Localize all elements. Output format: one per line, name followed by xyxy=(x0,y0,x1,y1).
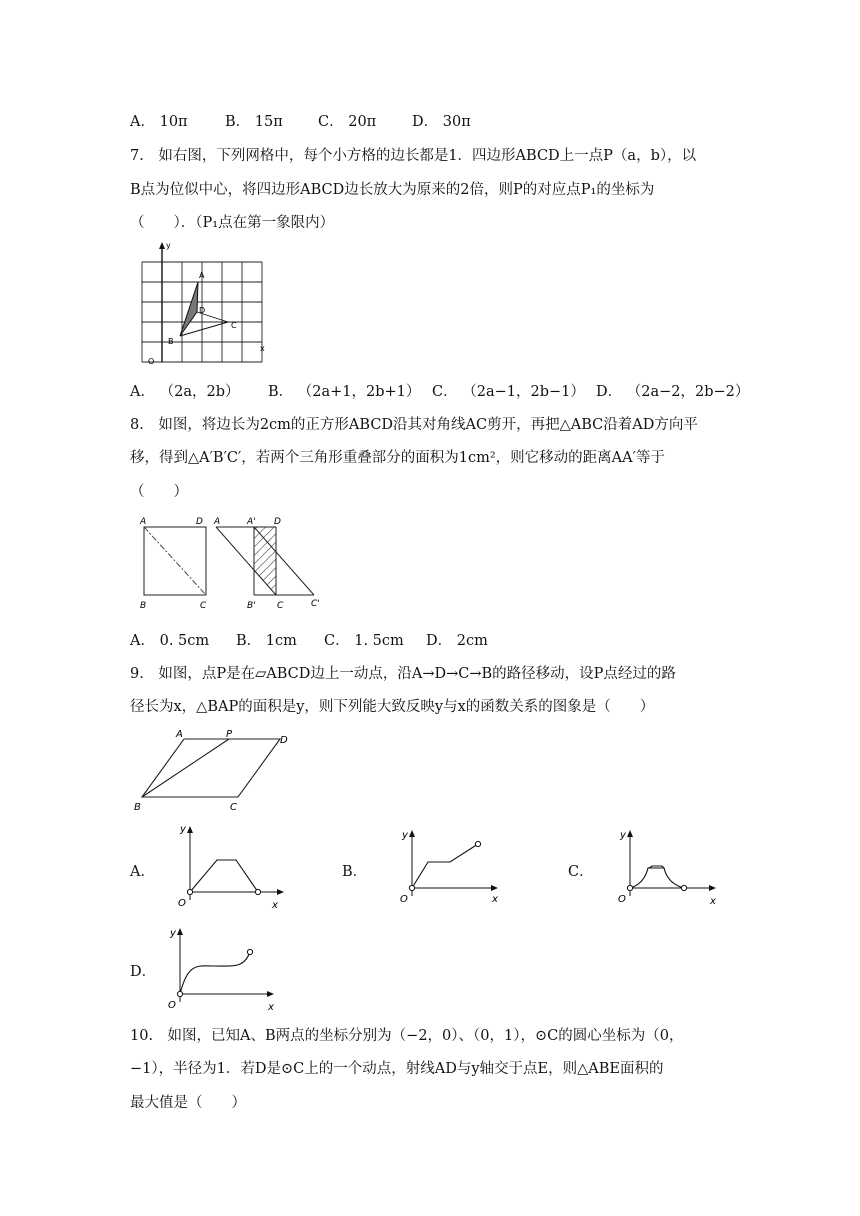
q9-graph-d-o: O xyxy=(168,1000,176,1011)
q10-text-line-3: 最大值是（ ） xyxy=(130,1095,246,1111)
q9-option-b-letter: B． xyxy=(342,864,368,880)
q8-text-line-2: 移，得到△A′B′C′，若两个三角形重叠部分的面积为1cm²，则它移动的距离AA′等于 xyxy=(130,450,665,466)
q9-label-p: P xyxy=(226,729,233,740)
q7-label-y: y xyxy=(166,241,171,250)
q9-graph-a xyxy=(170,820,290,912)
q9-label-b: B xyxy=(134,802,141,812)
q7-grid-figure xyxy=(138,240,268,370)
q7-option-b: B． （2a+1，2b+1） xyxy=(268,384,421,400)
q9-graph-b-o: O xyxy=(400,894,408,905)
q8-option-b: B． 1cm xyxy=(236,633,297,649)
q9-option-d-letter: D． xyxy=(130,964,157,980)
q6-option-b: B． 15π xyxy=(225,114,283,130)
q7-label-x: x xyxy=(260,344,265,353)
q7-label-o: O xyxy=(148,357,155,366)
q8-label-b-prime: B' xyxy=(247,601,256,611)
q9-graph-b xyxy=(392,826,512,918)
q8-label-a: A xyxy=(140,517,147,527)
q9-graph-b-x: x xyxy=(492,894,498,905)
q9-label-c: C xyxy=(230,802,237,812)
q9-graph-b-y: y xyxy=(402,830,408,841)
q9-graph-c-y: y xyxy=(620,830,626,841)
q9-graph-c-o: O xyxy=(618,894,626,905)
q7-option-d: D． （2a−2，2b−2） xyxy=(596,384,750,400)
q9-graph-a-o: O xyxy=(178,898,186,909)
q8-label-c-prime: C' xyxy=(311,599,320,609)
q9-graph-a-y: y xyxy=(180,824,186,835)
q9-graph-d-y: y xyxy=(170,928,176,939)
q6-option-d: D． 30π xyxy=(412,114,471,130)
q9-label-d: D xyxy=(280,735,288,746)
q8-label-a2: A xyxy=(214,517,221,527)
q7-text-line-3: （ ）．（P₁点在第一象限内） xyxy=(130,215,335,231)
q8-label-c: C xyxy=(200,601,207,611)
q9-option-c-letter: C． xyxy=(568,864,594,880)
q8-label-d2: D xyxy=(274,517,281,527)
q8-label-b: B xyxy=(140,601,147,611)
q9-text-line-1: 9. 如图，点P是在▱ABCD边上一动点，沿A→D→C→B的路径移动，设P点经过的路 xyxy=(130,666,676,682)
q9-graph-d xyxy=(164,922,284,1014)
q9-graph-c xyxy=(614,826,724,918)
q7-label-a: A xyxy=(199,271,205,280)
q7-label-c: C xyxy=(231,321,237,330)
q7-option-c: C． （2a−1，2b−1） xyxy=(432,384,585,400)
q7-label-d: D xyxy=(199,306,206,315)
q9-label-a: A xyxy=(176,729,183,740)
q7-option-a: A． （2a，2b） xyxy=(130,384,240,400)
q8-option-c: C． 1. 5cm xyxy=(324,633,404,649)
q9-option-a-letter: A． xyxy=(130,864,155,880)
q7-label-b: B xyxy=(168,337,174,346)
q9-parallelogram-figure xyxy=(132,726,302,812)
q9-text-line-2: 径长为x，△BAP的面积是y，则下列能大致反映y与x的函数关系的图象是（ ） xyxy=(130,699,655,715)
q9-graph-d-x: x xyxy=(268,1002,274,1013)
q8-option-a: A． 0. 5cm xyxy=(130,633,210,649)
q8-label-c2: C xyxy=(277,601,284,611)
q10-text-line-1: 10. 如图，已知A、B两点的坐标分别为（−2，0）、（0，1），⊙C的圆心坐标为（0， xyxy=(130,1028,684,1044)
q8-option-d: D． 2cm xyxy=(426,633,488,649)
q8-figure xyxy=(134,514,334,614)
q6-option-a: A． 10π xyxy=(130,114,188,130)
q8-text-line-1: 8. 如图，将边长为2cm的正方形ABCD沿其对角线AC剪开，再把△ABC沿着AD方向平 xyxy=(130,417,698,433)
q10-text-line-2: −1），半径为1．若D是⊙C上的一个动点，射线AD与y轴交于点E，则△ABE面积的 xyxy=(130,1061,664,1077)
q8-label-a-prime: A' xyxy=(247,517,256,527)
q7-text-line-2: B点为位似中心，将四边形ABCD边长放大为原来的2倍，则P的对应点P₁的坐标为 xyxy=(130,182,655,198)
q9-graph-c-x: x xyxy=(710,896,716,907)
q7-text-line-1: 7. 如右图，下列网格中，每个小方格的边长都是1．四边形ABCD上一点P（a，b），以 xyxy=(130,148,697,164)
q6-option-c: C． 20π xyxy=(318,114,377,130)
q8-label-d: D xyxy=(196,517,203,527)
q9-graph-a-x: x xyxy=(272,900,278,911)
q8-text-line-3: （ ） xyxy=(130,484,188,500)
